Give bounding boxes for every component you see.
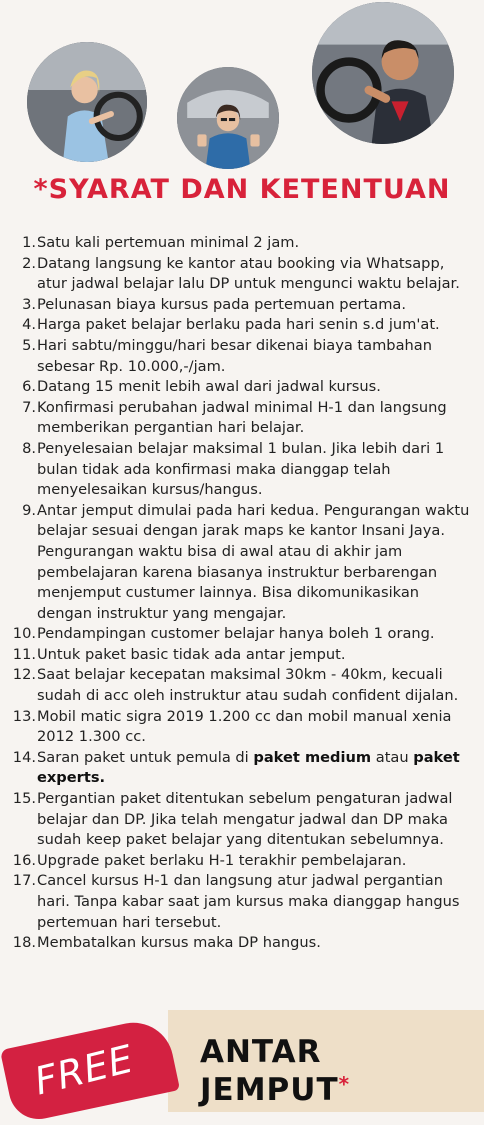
free-label: FREE — [30, 1036, 139, 1104]
list-item: 16 . Upgrade paket berlaku H-1 terakhir pembelajaran. — [12, 851, 478, 872]
photo-man-instructor — [312, 2, 454, 144]
woman-thumbs-up-illustration — [177, 67, 279, 169]
package-medium: paket medium — [253, 748, 372, 766]
list-item: 18 . Membatalkan kursus maka DP hangus. — [12, 933, 478, 954]
list-item: 10 . Pendampingan customer belajar hanya boleh 1 orang. — [12, 624, 478, 645]
man-instructor-illustration — [312, 2, 454, 144]
list-item: 2 . Datang langsung ke kantor atau booking via Whatsapp, atur jadwal belajar lalu DP untuk mengunci waktu belajar. — [12, 254, 478, 295]
photo-woman-driving — [27, 42, 147, 162]
list-item: 5 . Hari sabtu/minggu/hari besar dikenai biaya tambahan sebesar Rp. 10.000,-/jam. — [12, 336, 478, 377]
woman-driving-illustration — [27, 42, 147, 162]
photo-woman-thumbs-up — [177, 67, 279, 169]
list-item: 9 . Antar jemput dimulai pada hari kedua. Pengurangan waktu belajar sesuai dengan jarak maps ke kantor Insani Jaya. Pengurangan waktu bisa di awal atau di akhir jam pembelajaran karena biasanya instruktur berbarengan menjemput custumer lainnya. Bisa dikomunikasikan dengan instruktur yang mengajar. — [12, 501, 478, 625]
list-item: 14 . Saran paket untuk pemula di paket medium atau paket experts. — [12, 748, 478, 789]
terms-headline: *SYARAT DAN KETENTUAN — [33, 174, 451, 205]
list-item: 6 . Datang 15 menit lebih awal dari jadwal kursus. — [12, 377, 478, 398]
asterisk-mark: * — [338, 1072, 351, 1096]
list-item: 1 . Satu kali pertemuan minimal 2 jam. — [12, 233, 478, 254]
list-item: 17 . Cancel kursus H-1 dan langsung atur jadwal pergantian hari. Tanpa kabar saat jam kursus maka dianggap hangus pertemuan hari tersebut. — [12, 871, 478, 933]
list-item: 12 . Saat belajar kecepatan maksimal 30km - 40km, kecuali sudah di acc oleh instruktur atau sudah confident dijalan. — [12, 665, 478, 706]
terms-list — [12, 233, 478, 954]
banner-line-antar: ANTAR — [200, 1034, 322, 1070]
list-item: 7 . Konfirmasi perubahan jadwal minimal H-1 dan langsung memberikan pergantian hari belajar. — [12, 398, 478, 439]
list-item: 13 . Mobil matic sigra 2019 1.200 cc dan mobil manual xenia 2012 1.300 cc. — [12, 707, 478, 748]
package-experts: paket experts. — [37, 748, 460, 787]
list-item: 11 . Untuk paket basic tidak ada antar jemput. — [12, 645, 478, 666]
list-item: 3 . Pelunasan biaya kursus pada pertemuan pertama. — [12, 295, 478, 316]
free-pickup-banner — [0, 1010, 484, 1112]
banner-line-jemput: JEMPUT* — [200, 1072, 351, 1108]
list-item: 4 . Harga paket belajar berlaku pada hari senin s.d jum'at. — [12, 315, 478, 336]
list-item: 15 . Pergantian paket ditentukan sebelum pengaturan jadwal belajar dan DP. Jika telah mengatur jadwal dan DP maka sudah keep paket belajar yang ditentukan sebelumnya. — [12, 789, 478, 851]
list-item: 8 . Penyelesaian belajar maksimal 1 bulan. Jika lebih dari 1 bulan tidak ada konfirmasi maka dianggap telah menyelesaikan kursus/hangus. — [12, 439, 478, 501]
